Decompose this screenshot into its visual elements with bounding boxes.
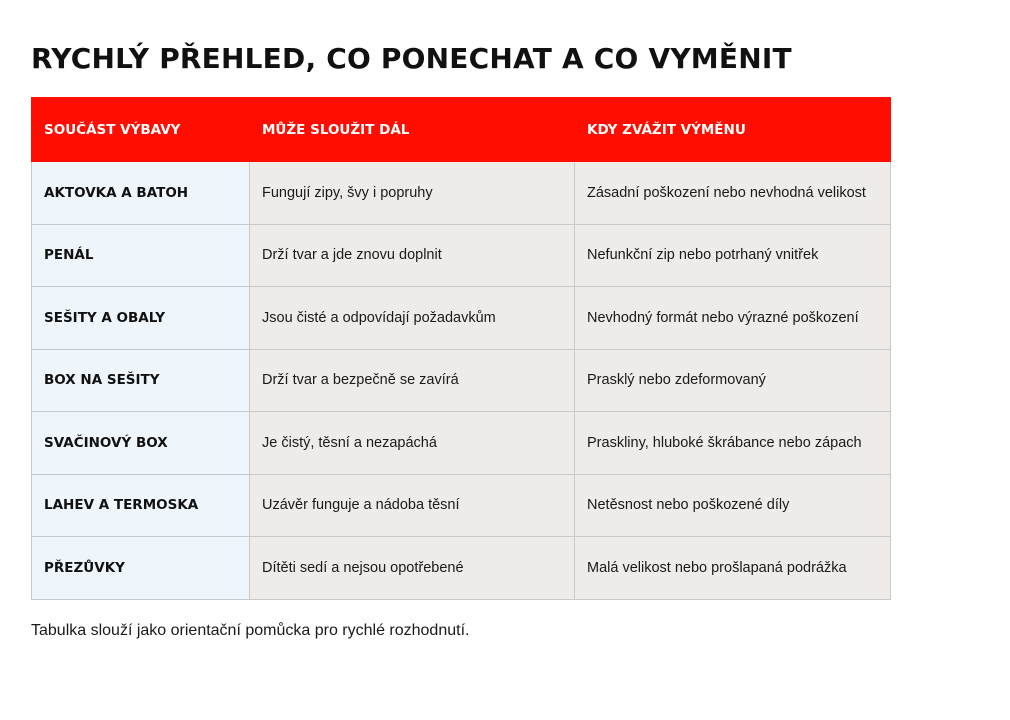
item-cell: PENÁL	[32, 224, 250, 287]
column-header-keep: MŮŽE SLOUŽIT DÁL	[250, 98, 575, 162]
table-row	[32, 162, 891, 225]
column-header-item: SOUČÁST VÝBAVY	[32, 98, 250, 162]
table-row	[32, 287, 891, 350]
item-cell: BOX NA SEŠITY	[32, 349, 250, 412]
column-header-replace: KDY ZVÁŽIT VÝMĚNU	[575, 98, 891, 162]
keep-cell: Drží tvar a jde znovu doplnit	[250, 224, 575, 287]
table-row	[32, 537, 891, 600]
page-title: RYCHLÝ PŘEHLED, CO PONECHAT A CO VYMĚNIT	[31, 42, 792, 75]
item-cell: AKTOVKA A BATOH	[32, 162, 250, 225]
replace-cell: Zásadní poškození nebo nevhodná velikost	[575, 162, 891, 225]
table-row	[32, 412, 891, 475]
keep-cell: Fungují zipy, švy i popruhy	[250, 162, 575, 225]
table-row	[32, 349, 891, 412]
replace-cell: Nefunkční zip nebo potrhaný vnitřek	[575, 224, 891, 287]
table-footnote: Tabulka slouží jako orientační pomůcka pro rychlé rozhodnutí.	[31, 622, 470, 639]
replace-cell: Malá velikost nebo prošlapaná podrážka	[575, 537, 891, 600]
replace-cell: Nevhodný formát nebo výrazné poškození	[575, 287, 891, 350]
keep-cell: Je čistý, těsní a nezapáchá	[250, 412, 575, 475]
keep-cell: Drží tvar a bezpečně se zavírá	[250, 349, 575, 412]
keep-cell: Dítěti sedí a nejsou opotřebené	[250, 537, 575, 600]
keep-cell: Uzávěr funguje a nádoba těsní	[250, 474, 575, 537]
item-cell: SVAČINOVÝ BOX	[32, 412, 250, 475]
table-row	[32, 224, 891, 287]
keep-cell: Jsou čisté a odpovídají požadavkům	[250, 287, 575, 350]
replace-cell: Prasklý nebo zdeformovaný	[575, 349, 891, 412]
comparison-table	[31, 97, 891, 600]
item-cell: SEŠITY A OBALY	[32, 287, 250, 350]
item-cell: PŘEZŮVKY	[32, 537, 250, 600]
replace-cell: Netěsnost nebo poškozené díly	[575, 474, 891, 537]
item-cell: LAHEV A TERMOSKA	[32, 474, 250, 537]
table-header-row	[32, 98, 891, 162]
table-row	[32, 474, 891, 537]
replace-cell: Praskliny, hluboké škrábance nebo zápach	[575, 412, 891, 475]
